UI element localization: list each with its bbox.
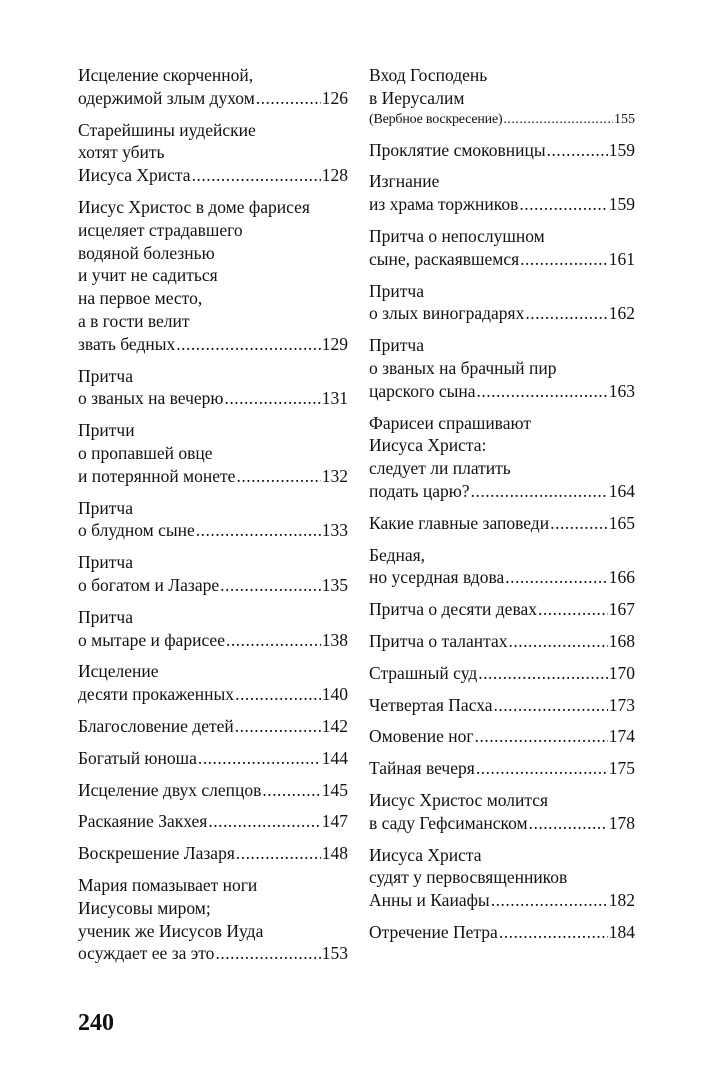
toc-entry-title-text: о мытаре и фарисее (78, 629, 225, 650)
toc-entry-title-text: Исцеление двух слепцов (78, 779, 262, 800)
toc-entry-page-number: 128 (321, 165, 348, 186)
toc-entry-title-line: Притча (78, 552, 133, 573)
toc-entry-title-line: Иисус Христос в доме фарисея (78, 196, 310, 217)
toc-entry (78, 419, 348, 487)
toc-entry-title-line: Фарисеи спрашивают (369, 412, 531, 433)
toc-entry-title-line: Иисусовы миром; (78, 897, 211, 918)
dot-leader (476, 757, 608, 780)
toc-entry-page-number: 166 (608, 567, 635, 588)
dot-leader (550, 512, 608, 535)
toc-entry-title-line-last (369, 566, 635, 589)
toc-entry-title-line: Притча (78, 365, 133, 386)
dot-leader (509, 630, 608, 653)
toc-entry-title-text: царского сына (369, 380, 476, 401)
dot-leader (471, 480, 608, 503)
toc-entry-title-line-last (369, 110, 635, 130)
dot-leader (478, 662, 608, 685)
toc-entry-title-text: осуждает ее за это (78, 943, 215, 964)
toc-entry (78, 779, 348, 802)
toc-entry-title-line-last (369, 380, 635, 403)
toc-entry-title-text: Иисуса Христа (78, 165, 191, 186)
toc-entry-title-text: Тайная вечеря (369, 758, 475, 779)
toc-entry-title-line: Иисуса Христа (369, 844, 482, 865)
toc-entry (78, 810, 348, 833)
toc-entry-title-text: Какие главные заповеди (369, 512, 550, 533)
toc-entry-page-number: 133 (321, 520, 348, 541)
page-number: 240 (78, 1010, 114, 1036)
toc-entry-title-line-last (369, 694, 635, 717)
dot-leader (505, 566, 608, 589)
toc-entry-page-number: 168 (608, 630, 635, 651)
toc-entry-page-number: 129 (321, 333, 348, 354)
toc-entry-title-text: о злых виноградарях (369, 303, 525, 324)
toc-entry-title-line-last (78, 779, 348, 802)
toc-entry-title-text: Омовение ног (369, 726, 474, 747)
toc-entry-title-text: Анны и Каиафы (369, 890, 490, 911)
toc-entry-title-line: Старейшины иудейские (78, 119, 256, 140)
toc-entry-title-line: о званых на брачный пир (369, 357, 557, 378)
toc-entry-title-line-last (369, 889, 635, 912)
toc-entry-title-line-last (369, 302, 635, 325)
toc-entry-title-line: ученик же Иисусов Иуда (78, 920, 264, 941)
toc-entry-title-line: Иисус Христос молится (369, 789, 549, 810)
dot-leader (198, 747, 321, 770)
toc-entry-title-line-last (369, 662, 635, 685)
dot-leader (503, 110, 613, 130)
toc-entry (369, 694, 635, 717)
toc-entry-page-number: 170 (608, 662, 635, 683)
toc-entry-page-number: 126 (321, 87, 348, 108)
toc-entry (369, 662, 635, 685)
toc-entry-title-line-last (369, 193, 635, 216)
toc-entry-title-line-last (78, 629, 348, 652)
toc-entry-title-line-last (369, 630, 635, 653)
toc-entry-title-line: а в гости велит (78, 310, 190, 331)
toc-entry-title-line: Притча (78, 606, 133, 627)
toc-entry-title-text: из храма торжников (369, 194, 519, 215)
toc-entry-title-line-last (369, 480, 635, 503)
toc-right-column (369, 64, 635, 953)
toc-entry-page-number: 164 (608, 480, 635, 501)
dot-leader (176, 333, 321, 356)
toc-entry (78, 365, 348, 411)
toc-entry-title-text: Притча о десяти девах (369, 599, 538, 620)
toc-entry-page-number: 131 (321, 388, 348, 409)
toc-entry-title-line: Исцеление (78, 661, 159, 682)
toc-entry-title-line-last (369, 139, 635, 162)
toc-entry (369, 757, 635, 780)
toc-entry-title-line-last (369, 757, 635, 780)
toc-entry-page-number: 145 (321, 779, 348, 800)
toc-entry-title-line-last (369, 598, 635, 621)
toc-entry-title-line: Иисуса Христа: (369, 435, 487, 456)
toc-entry-title-text: Благословение детей (78, 715, 234, 736)
toc-entry-page-number: 144 (321, 747, 348, 768)
toc-entry-title-line: Бедная, (369, 544, 426, 565)
dot-leader (475, 725, 608, 748)
toc-entry (369, 512, 635, 535)
toc-entry-title-line: Вход Господень (369, 65, 488, 85)
toc-entry (369, 334, 635, 402)
toc-entry-title-text: Проклятие смоковницы (369, 139, 546, 160)
toc-entry-title-text: Богатый юноша (78, 747, 197, 768)
toc-entry (78, 715, 348, 738)
dot-leader (262, 779, 320, 802)
toc-entry-title-line-last (78, 715, 348, 738)
dot-leader (208, 810, 320, 833)
toc-entry-title-line: водяной болезнью (78, 242, 215, 263)
toc-entry-title-line: Притча о непослушном (369, 225, 545, 246)
dot-leader (215, 942, 320, 965)
toc-entry-title-line: и учит не садиться (78, 265, 218, 286)
dot-leader (236, 842, 321, 865)
toc-entry-page-number: 138 (321, 629, 348, 650)
toc-entry-page-number: 174 (608, 726, 635, 747)
toc-entry-title-line-last (369, 812, 635, 835)
toc-entry-title-text: подать царю? (369, 480, 470, 501)
toc-entry (78, 497, 348, 543)
toc-entry (78, 196, 348, 356)
toc-entry-page-number: 178 (608, 812, 635, 833)
dot-leader (477, 380, 608, 403)
toc-entry-title-text: и потерянной монете (78, 465, 236, 486)
toc-entry (78, 660, 348, 706)
toc-entry-title-line-last (78, 942, 348, 965)
toc-entry-title-line-last (369, 921, 635, 944)
toc-entry-title-line: Изгнание (369, 171, 440, 192)
toc-entry-title-line: Притча (369, 335, 424, 356)
dot-leader (538, 598, 608, 621)
toc-entry-page-number: 184 (608, 921, 635, 942)
toc-entry-title-line: на первое место, (78, 288, 203, 309)
toc-entry-title-text: о богатом и Лазаре (78, 574, 220, 595)
toc-entry-title-text: в саду Гефсиманском (369, 812, 528, 833)
toc-entry (78, 606, 348, 652)
dot-leader (494, 694, 608, 717)
toc-entry-title-text: (Вербное воскресение) (369, 111, 503, 127)
toc-entry-page-number: 162 (608, 303, 635, 324)
toc-entry (78, 842, 348, 865)
toc-entry-title-line-last (369, 512, 635, 535)
toc-entry-title-line: Притча (78, 497, 133, 518)
dot-leader (235, 683, 321, 706)
toc-entry-title-line-last (78, 465, 348, 488)
toc-entry-title-text: но усердная вдова (369, 567, 505, 588)
toc-entry-title-text: сыне, раскаявшемся (369, 248, 520, 269)
toc-entry-title-line: Притча (369, 280, 424, 301)
toc-left-column (78, 64, 348, 974)
toc-entry-title-line: хотят убить (78, 142, 165, 163)
toc-entry (78, 874, 348, 965)
toc-entry-page-number: 147 (321, 811, 348, 832)
toc-entry-title-line: судят у первосвященников (369, 867, 568, 888)
toc-entry-title-line: в Иерусалим (369, 87, 465, 108)
toc-entry (369, 598, 635, 621)
toc-entry-title-line: Мария помазывает ноги (78, 874, 258, 895)
toc-entry (369, 64, 635, 130)
toc-entry-title-line-last (78, 747, 348, 770)
toc-entry-title-line-last (78, 574, 348, 597)
toc-entry-page-number: 161 (608, 248, 635, 269)
toc-entry-title-line: следует ли платить (369, 458, 511, 479)
dot-leader (235, 715, 321, 738)
toc-entry-page-number: 140 (321, 684, 348, 705)
toc-entry (369, 139, 635, 162)
dot-leader (491, 889, 608, 912)
toc-entry-title-line-last (78, 810, 348, 833)
toc-entry-page-number: 155 (614, 111, 635, 127)
toc-entry-page-number: 167 (608, 599, 635, 620)
toc-entry-page-number: 159 (608, 139, 635, 160)
dot-leader (520, 248, 608, 271)
toc-entry (78, 119, 348, 187)
toc-entry-title-text: Притча о талантах (369, 630, 508, 651)
toc-entry-title-line: исцеляет страдавшего (78, 219, 243, 240)
dot-leader (226, 629, 321, 652)
toc-entry-page-number: 159 (608, 194, 635, 215)
toc-entry-title-text: Воскрешение Лазаря (78, 843, 235, 864)
dot-leader (220, 574, 321, 597)
dot-leader (236, 465, 320, 488)
dot-leader (192, 164, 321, 187)
toc-entry-title-line: о пропавшей овце (78, 442, 213, 463)
toc-entry-title-text: Страшный суд (369, 662, 478, 683)
toc-entry (78, 64, 348, 110)
toc-entry-title-text: Раскаяние Закхея (78, 811, 208, 832)
toc-entry-page-number: 182 (608, 890, 635, 911)
toc-entry (369, 225, 635, 271)
toc-entry-page-number: 132 (321, 465, 348, 486)
toc-entry-title-line: Притчи (78, 420, 135, 441)
toc-entry-page-number: 173 (608, 694, 635, 715)
toc-entry-title-line-last (78, 333, 348, 356)
toc-entry (369, 844, 635, 912)
dot-leader (499, 921, 608, 944)
toc-entry (78, 747, 348, 770)
toc-entry-title-text: одержимой злым духом (78, 87, 255, 108)
toc-entry-title-line: Исцеление скорченной, (78, 65, 254, 85)
toc-entry (369, 544, 635, 590)
toc-entry-page-number: 142 (321, 715, 348, 736)
toc-entry (369, 789, 635, 835)
toc-entry (369, 921, 635, 944)
toc-entry (369, 280, 635, 326)
toc-entry-page-number: 153 (321, 943, 348, 964)
toc-entry-title-line-last (369, 725, 635, 748)
toc-entry (369, 412, 635, 503)
toc-entry-title-text: десяти прокаженных (78, 684, 235, 705)
toc-entry-title-text: о блудном сыне (78, 520, 195, 541)
toc-entry-title-line-last (369, 248, 635, 271)
toc-entry-page-number: 163 (608, 380, 635, 401)
toc-entry-page-number: 175 (608, 758, 635, 779)
toc-entry-page-number: 135 (321, 574, 348, 595)
dot-leader (529, 812, 608, 835)
toc-entry-title-text: о званых на вечерю (78, 388, 224, 409)
toc-entry-title-line-last (78, 87, 348, 110)
toc-entry-title-line-last (78, 842, 348, 865)
toc-entry-title-line-last (78, 683, 348, 706)
dot-leader (196, 519, 321, 542)
toc-entry-title-line-last (78, 164, 348, 187)
toc-entry (369, 630, 635, 653)
toc-entry-page-number: 148 (321, 843, 348, 864)
toc-entry-title-text: звать бедных (78, 333, 176, 354)
dot-leader (547, 139, 608, 162)
toc-entry (369, 725, 635, 748)
dot-leader (525, 302, 607, 325)
dot-leader (224, 387, 320, 410)
toc-entry-title-line-last (78, 387, 348, 410)
toc-entry-title-text: Четвертая Пасха (369, 694, 493, 715)
dot-leader (519, 193, 607, 216)
toc-entry-title-text: Отречение Петра (369, 921, 498, 942)
toc-entry-title-line-last (78, 519, 348, 542)
toc-entry-page-number: 165 (608, 512, 635, 533)
toc-entry (369, 170, 635, 216)
dot-leader (256, 87, 321, 110)
toc-entry (78, 551, 348, 597)
